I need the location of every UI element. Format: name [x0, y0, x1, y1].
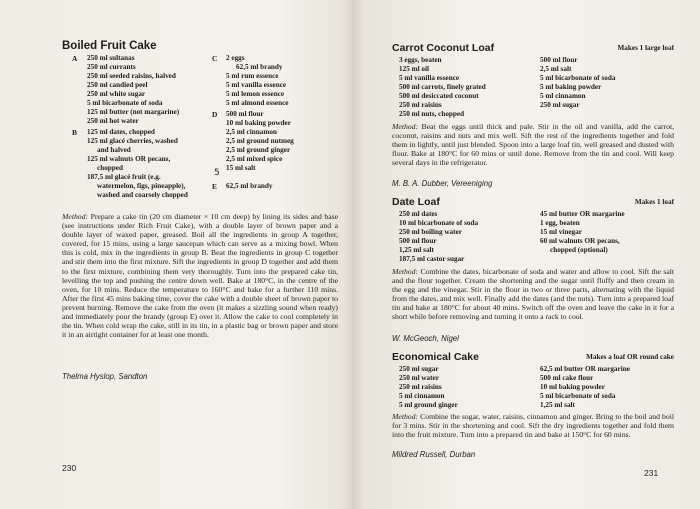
method-economical-cake: [392, 412, 674, 439]
ingredient-line: 125 ml glacé cherries, washed: [87, 137, 178, 145]
recipe-yield-economical: Makes a loaf OR round cake: [586, 353, 674, 361]
ingredient-line: 1 egg, beaten: [540, 219, 580, 227]
method-date-loaf: [392, 267, 674, 322]
ingredient-line: 5 ml bicarbonate of soda: [540, 392, 616, 400]
ingredient-line: 15 ml vinegar: [540, 228, 582, 236]
ingredients-date-col1: [399, 210, 478, 264]
ingredient-line: 5 ml baking powder: [540, 83, 602, 91]
right-page: [352, 0, 700, 509]
ingredient-line: 2,5 ml cinnamon: [226, 128, 277, 136]
ingredient-line: 250 ml dates: [399, 210, 438, 218]
group-b-ingredients: [87, 128, 188, 200]
group-e-label: E: [212, 182, 217, 191]
ingredient-line: 500 ml desiccated coconut: [399, 92, 479, 100]
recipe-title-boiled-fruit-cake: Boiled Fruit Cake: [62, 40, 157, 52]
group-c-ingredients: [226, 54, 289, 108]
group-b-label: B: [72, 128, 77, 137]
ingredient-line: 45 ml butter OR margarine: [540, 210, 625, 218]
ingredient-line: 250 ml hot water: [87, 117, 139, 125]
ingredient-line: 250 ml seeded raisins, halved: [87, 72, 176, 80]
ingredient-line: 250 ml raisins: [399, 383, 442, 391]
page-number-left: 230: [62, 463, 77, 473]
ingredient-line: 250 ml nuts, chopped: [399, 110, 465, 118]
method-carrot-coconut-loaf: [392, 122, 674, 167]
ingredient-line: 15 ml salt: [226, 164, 256, 172]
ingredient-line: 1,25 ml salt: [540, 401, 575, 409]
ingredient-line: 250 ml water: [399, 374, 439, 382]
ingredient-line: 2,5 ml ground ginger: [226, 146, 291, 154]
group-d-label: D: [212, 110, 218, 119]
recipe-header-date: [392, 196, 674, 210]
method-label: Method:: [392, 267, 419, 276]
page-number-right: 231: [644, 468, 659, 478]
ingredient-line: 500 ml cake flour: [540, 374, 594, 382]
ingredient-line: 62,5 ml butter OR margarine: [540, 365, 630, 373]
group-c-label: C: [212, 54, 218, 63]
ingredient-line: 5 ml cinnamon: [399, 392, 445, 400]
ingredient-line: 250 ml white sugar: [87, 90, 146, 98]
ingredient-line: 2,5 ml ground nutmeg: [226, 137, 294, 145]
method-text: Combine the sugar, water, raisins, cinnamon and ginger. Bring to the boil and boil for 3 mins. Stir in the shortening and cool. Sift the dry ingredients together and fold them into the fruit mixture. Turn into a prepared tin and bake at 150°C for 60 mins.: [392, 412, 674, 440]
method-boiled-fruit-cake: [62, 212, 338, 339]
ingredient-line: 250 ml sugar: [399, 365, 439, 373]
ingredient-line: 5 ml bicarbonate of soda: [540, 74, 616, 82]
method-text: Prepare a cake tin (20 cm diameter × 10 cm deep) by lining its sides and base (see instructions under Rich Fruit Cake), with a double layer of brown paper and a double layer of waxed paper, greased. Boil all the ingredients in group A together, covered, for 15 mins, using a large saucepan which can serve as a mixing bowl. When this is cold, mix in the ingredients in group B. Beat the ingredients in group C together and stir them into the first mixture. Sift the ingredients in group D together and add them to the first mixture, combining them very thoroughly. Turn into the prepared cake tin, levelling the top and pushing the centre down well. Bake at 180°C, in the centre of the oven, for 10 mins. Reduce the temperature to 160°C and bake for a further 110 mins. After the first 45 mins baking time, cover the cake with a double sheet of brown paper to prevent burning. Remove the cake from the oven (it makes a sizzling sound when ready) and immediately pour the brandy (group E) over it. Allow the cake to cool completely in the tin. When cold wrap the cake, still in its tin, in a plastic bag or brown paper and store it in an airtight container for at least one month.: [62, 212, 339, 340]
ingredient-line: 2,5 ml salt: [540, 65, 572, 73]
recipe-title-economical-cake: Economical Cake: [392, 351, 479, 363]
recipe-header-economical: [392, 351, 674, 365]
ingredient-line: 3 eggs, beaten: [399, 56, 442, 64]
method-label: Method:: [392, 412, 419, 421]
group-e-ingredients: [226, 182, 273, 191]
ingredient-line: 250 ml boiling water: [399, 228, 462, 236]
ingredient-line: 500 ml flour: [399, 237, 437, 245]
ingredient-line: 62,5 ml brandy: [226, 182, 273, 190]
ingredient-line: 5 ml vanilla essence: [226, 81, 287, 89]
ingredient-line: 250 ml currants: [87, 63, 136, 71]
method-label: Method:: [392, 122, 419, 131]
ingredient-line: 125 ml oil: [399, 65, 429, 73]
ingredient-line: 500 ml carrots, finely grated: [399, 83, 486, 91]
ingredient-line: 10 ml baking powder: [226, 119, 291, 127]
ingredient-line: 5 ml ground ginger: [399, 401, 458, 409]
ingredient-line: 1,25 ml salt: [399, 246, 434, 254]
ingredient-line: 5 ml bicarbonate of soda: [87, 99, 163, 107]
ingredient-line: 125 ml walnuts OR pecans,: [87, 155, 171, 163]
ingredient-line: 10 ml baking powder: [540, 383, 605, 391]
ingredients-date-col2: [540, 210, 625, 255]
ingredients-carrot-col2: [540, 56, 615, 110]
signature-boiled-fruit-cake: Thelma Hyslop, Sandton: [62, 372, 148, 381]
ingredient-line: 5 ml lemon essence: [226, 90, 285, 98]
ingredient-line: 125 ml butter (not margarine): [87, 108, 180, 116]
ingredient-line: 60 ml walnuts OR pecans,: [540, 237, 620, 245]
ingredient-line: watermelon, figs, pineapple),: [97, 182, 186, 190]
ingredient-line: 62,5 ml brandy: [236, 63, 283, 71]
method-text: Combine the dates, bicarbonate of soda and water and allow to cool. Sift the salt and the flour together. Cream the shortening and the sugar until fluffy and then cream in the egg and the vinegar. Stir in the flour in two or three parts, alternating with the liquid from the dates, and mix well. Finally add the dates (and the nuts). Turn into a prepared loaf tin and bake at 180°C for about 40 mins. Switch off the oven and leave the cake in it for a short while before removing and turning it onto a rack to cool.: [392, 267, 675, 322]
ingredient-line: 187,5 ml castor sugar: [399, 255, 465, 263]
ingredient-line: 5 ml vanilla essence: [399, 74, 460, 82]
ingredient-line: chopped (optional): [550, 246, 608, 254]
group-a-ingredients: [87, 54, 179, 126]
ingredient-line: chopped: [97, 164, 123, 172]
ingredient-line: 5 ml almond essence: [226, 99, 289, 107]
ingredient-line: 250 ml candied peel: [87, 81, 148, 89]
recipe-yield-date: Makes 1 loaf: [634, 198, 674, 206]
group-d-ingredients: [226, 110, 294, 173]
ingredient-line: 2,5 ml mixed spice: [226, 155, 283, 163]
method-label: Method:: [62, 212, 89, 221]
recipe-header-carrot: [392, 42, 674, 56]
ingredient-line: 250 ml sugar: [540, 101, 580, 109]
ingredients-carrot-col1: [399, 56, 486, 119]
ingredient-line: 10 ml bicarbonate of soda: [399, 219, 479, 227]
signature-date: W. McGeoch, Nigel: [392, 334, 459, 343]
ingredient-line: 2 eggs: [226, 54, 245, 62]
ingredient-line: 250 ml raisins: [399, 101, 442, 109]
ingredient-line: washed and coarsely chopped: [97, 191, 188, 199]
ingredients-economical-col2: [540, 365, 630, 410]
ingredient-line: 500 ml flour: [540, 56, 578, 64]
ingredient-line: 500 ml flour: [226, 110, 264, 118]
ingredient-line: and halved: [97, 146, 131, 154]
ingredient-line: 187,5 ml glacé fruit (e.g.: [87, 173, 161, 181]
recipe-title-carrot-coconut-loaf: Carrot Coconut Loaf: [392, 42, 495, 54]
ingredient-line: 5 ml rum essence: [226, 72, 279, 80]
ingredient-line: 5 ml cinnamon: [540, 92, 586, 100]
method-text: Beat the eggs until thick and pale. Stir in the oil and vanilla, add the carrot, coconut, raisins and nuts and mix well. Sift the rest of the ingredients together and fold them in lightly, until just blended. Spoon into a large loaf tin, well greased and dusted with flour. Bake at 180°C for 60 mins or until done. Remove from the tin and cool. Will keep several days in the refrigerator.: [392, 122, 675, 168]
signature-carrot: M. B. A. Dubber, Vereeniging: [392, 179, 493, 188]
group-a-label: A: [72, 54, 78, 63]
ingredient-line: 125 ml dates, chopped: [87, 128, 155, 136]
handwritten-mark: 5: [214, 168, 220, 178]
ingredient-line: 250 ml sultanas: [87, 54, 135, 62]
ingredients-economical-col1: [399, 365, 458, 410]
recipe-yield-carrot: Makes 1 large loaf: [617, 44, 674, 52]
signature-economical: Mildred Russell, Durban: [392, 450, 476, 459]
recipe-title-date-loaf: Date Loaf: [392, 196, 440, 208]
